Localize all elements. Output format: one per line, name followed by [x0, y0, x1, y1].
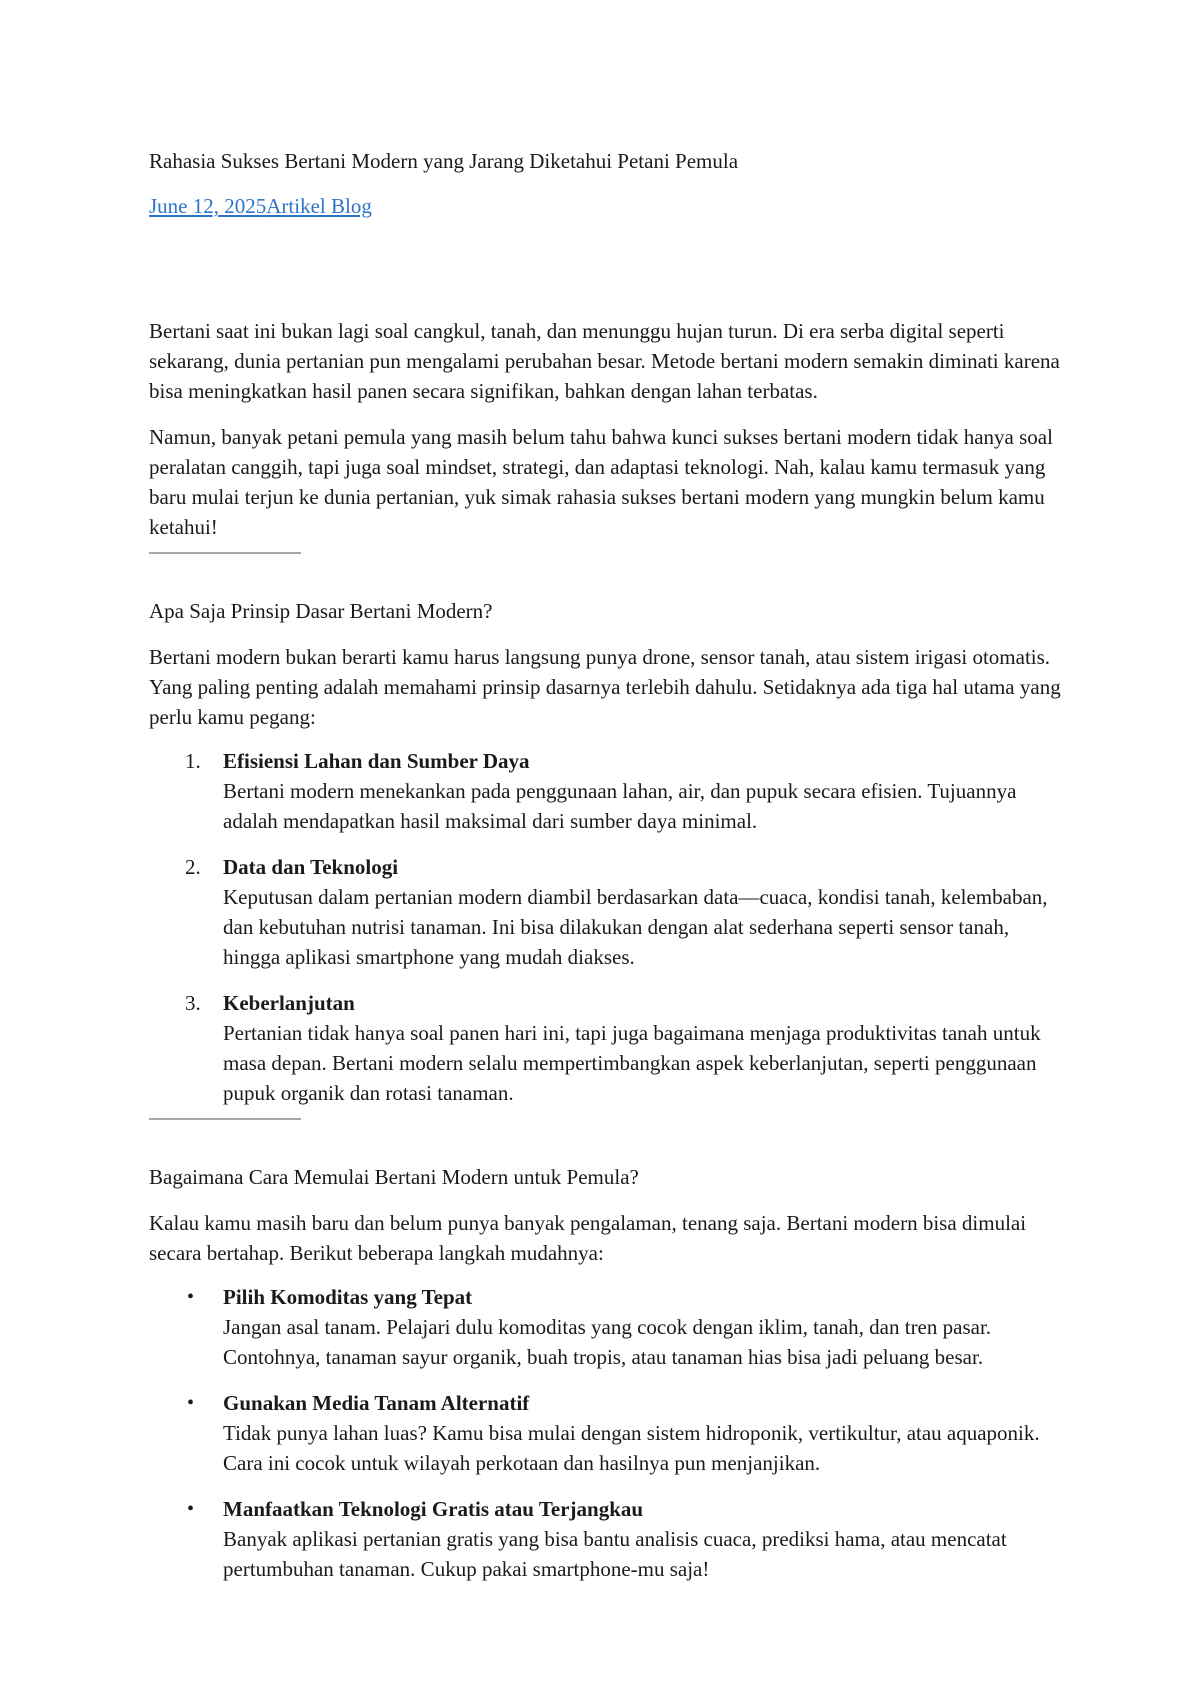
section-paragraph: Kalau kamu masih baru dan belum punya banyak pengalaman, tenang saja. Bertani modern bisa dimulai secara bertahap. Berikut beberapa langkah mudahnya: — [149, 1211, 1027, 1265]
list-item — [149, 746, 1069, 836]
document-page — [149, 146, 1069, 1584]
intro-paragraph: Bertani saat ini bukan lagi soal cangkul, tanah, dan menunggu hujan turun. Di era serba digital seperti sekarang, dunia pertanian pun mengalami perubahan besar. Metode bertani modern semakin diminati karena bisa meningkatkan hasil panen secara signifikan, bahkan dengan lahan terbatas. — [149, 319, 1060, 403]
list-item-text: Keputusan dalam pertanian modern diambil berdasarkan data—cuaca, kondisi tanah, kelembaban, dan kebutuhan nutrisi tanaman. Ini bisa dilakukan dengan alat sederhana seperti sensor tanah, hingga aplikasi smartphone yang mudah diakses. — [223, 885, 1048, 969]
list-item-title: Pilih Komoditas yang Tepat — [223, 1285, 473, 1309]
list-item-text: Jangan asal tanam. Pelajari dulu komoditas yang cocok dengan iklim, tanah, dan tren pasar. Contohnya, tanaman sayur organik, buah tropis, atau tanaman hias bisa jadi peluang besar. — [223, 1315, 992, 1369]
section-paragraph: Bertani modern bukan berarti kamu harus langsung punya drone, sensor tanah, atau sistem irigasi otomatis. Yang paling penting adalah memahami prinsip dasarnya terlebih dahulu. Setidaknya ada tiga hal utama yang perlu kamu pegang: — [149, 645, 1061, 729]
list-item — [149, 1388, 1069, 1478]
section-divider — [149, 552, 301, 554]
category-link[interactable]: Artikel Blog — [266, 194, 372, 218]
intro-paragraph: Namun, banyak petani pemula yang masih belum tahu bahwa kunci sukses bertani modern tidak hanya soal peralatan canggih, tapi juga soal mindset, strategi, dan adaptasi teknologi. Nah, kalau kamu termasuk yang baru mulai terjun ke dunia pertanian, yuk simak rahasia sukses bertani modern yang mungkin belum kamu ketahui! — [149, 425, 1053, 539]
list-item — [149, 1282, 1069, 1372]
section-heading: Apa Saja Prinsip Dasar Bertani Modern? — [149, 599, 493, 623]
section-heading: Bagaimana Cara Memulai Bertani Modern untuk Pemula? — [149, 1165, 639, 1189]
numbered-list — [149, 746, 1069, 1108]
section-divider — [149, 1118, 301, 1120]
bullet-list — [149, 1282, 1069, 1584]
list-number: 3. — [185, 991, 201, 1015]
list-item-title: Manfaatkan Teknologi Gratis atau Terjangkau — [223, 1497, 644, 1521]
list-number: 1. — [185, 749, 201, 773]
list-item-text: Tidak punya lahan luas? Kamu bisa mulai dengan sistem hidroponik, vertikultur, atau aquaponik. Cara ini cocok untuk wilayah perkotaan dan hasilnya pun menjanjikan. — [223, 1421, 1040, 1475]
list-item — [149, 988, 1069, 1108]
bullet-icon: • — [187, 1392, 195, 1414]
list-number: 2. — [185, 855, 201, 879]
list-item-title: Gunakan Media Tanam Alternatif — [223, 1391, 530, 1415]
bullet-icon: • — [187, 1498, 195, 1520]
article-meta — [149, 191, 1069, 221]
list-item-text: Pertanian tidak hanya soal panen hari ini, tapi juga bagaimana menjaga produktivitas tanah untuk masa depan. Bertani modern selalu mempertimbangkan aspek keberlanjutan, seperti penggunaan pupuk organik dan rotasi tanaman. — [223, 1021, 1041, 1105]
list-item-text: Bertani modern menekankan pada penggunaan lahan, air, dan pupuk secara efisien. Tujuannya adalah mendapatkan hasil maksimal dari sumber daya minimal. — [223, 779, 1017, 833]
list-item-text: Banyak aplikasi pertanian gratis yang bisa bantu analisis cuaca, prediksi hama, atau mencatat pertumbuhan tanaman. Cukup pakai smartphone-mu saja! — [223, 1527, 1007, 1581]
list-item — [149, 852, 1069, 972]
list-item-title: Efisiensi Lahan dan Sumber Daya — [223, 749, 530, 773]
list-item — [149, 1494, 1069, 1584]
article-title: Rahasia Sukses Bertani Modern yang Jarang Diketahui Petani Pemula — [149, 149, 739, 173]
date-link[interactable]: June 12, 2025 — [149, 194, 267, 218]
list-item-title: Keberlanjutan — [223, 991, 355, 1015]
list-item-title: Data dan Teknologi — [223, 855, 399, 879]
bullet-icon: • — [187, 1286, 195, 1308]
